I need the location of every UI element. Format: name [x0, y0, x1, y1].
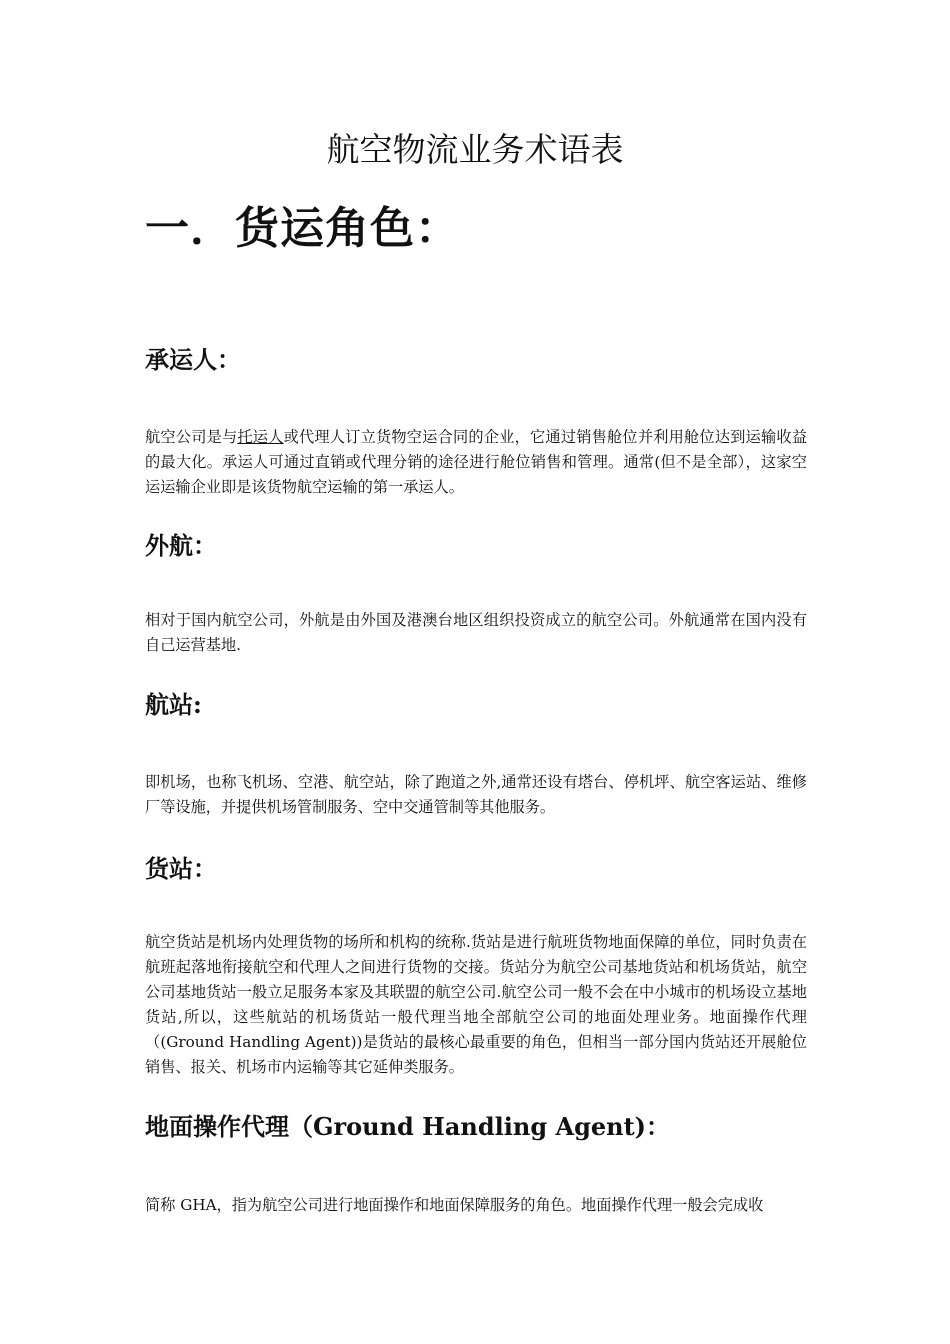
term-definition-foreign-airline: 相对于国内航空公司，外航是由外国及港澳台地区组织投资成立的航空公司。外航通常在国内没有自己运营基地. — [145, 611, 807, 654]
term-heading-cargo-terminal: 货站： — [145, 854, 217, 883]
term-definition-ground-handling-agent: 简称 GHA，指为航空公司进行地面操作和地面保障服务的角色。地面操作代理一般会完成收 — [145, 1196, 764, 1214]
chapter-heading: 一．货运角色： — [145, 203, 460, 254]
term-definition-station: 即机场，也称飞机场、空港、航空站，除了跑道之外,通常还设有塔台、停机坪、航空客运站、维修厂等设施，并提供机场管制服务、空中交通管制等其他服务。 — [145, 773, 807, 816]
term-definition-carrier — [145, 425, 807, 500]
term-heading-foreign-airline: 外航： — [145, 531, 217, 560]
definition-text: 或代理人订立货物空运合同的企业，它通过销售舱位并利用舱位达到运输收益的最大化。承运人可通过直销或代理分销的途径进行舱位销售和管理。通常(但不是全部），这家空运运输企业即是该货物航空运输的第一承运人。 — [145, 428, 808, 496]
document-title: 航空物流业务术语表 — [326, 130, 624, 169]
term-definition-cargo-terminal: 航空货站是机场内处理货物的场所和机构的统称.货站是进行航班货物地面保障的单位，同时负责在航班起落地衔接航空和代理人之间进行货物的交接。货站分为航空公司基地货站和机场货站，航空公司基地货站一般立足服务本家及其联盟的航空公司.航空公司一般不会在中小城市的机场设立基地货站,所以，这些航站的机场货站一般代理当地全部航空公司的地面处理业务。地面操作代理（(Ground Handling Agent))是货站的最核心最重要的角色，但相当一部分国内货站还开展舱位销售、报关、机场市内运输等其它延伸类服务。 — [145, 933, 807, 1076]
term-heading-ground-handling-agent: 地面操作代理（Ground Handling Agent)： — [145, 1112, 671, 1141]
term-heading-station: 航站: — [145, 690, 202, 719]
shipper-link[interactable]: 托运人 — [237, 428, 284, 446]
definition-text: 航空公司是与 — [145, 428, 238, 446]
term-heading-carrier: 承运人： — [145, 345, 241, 374]
